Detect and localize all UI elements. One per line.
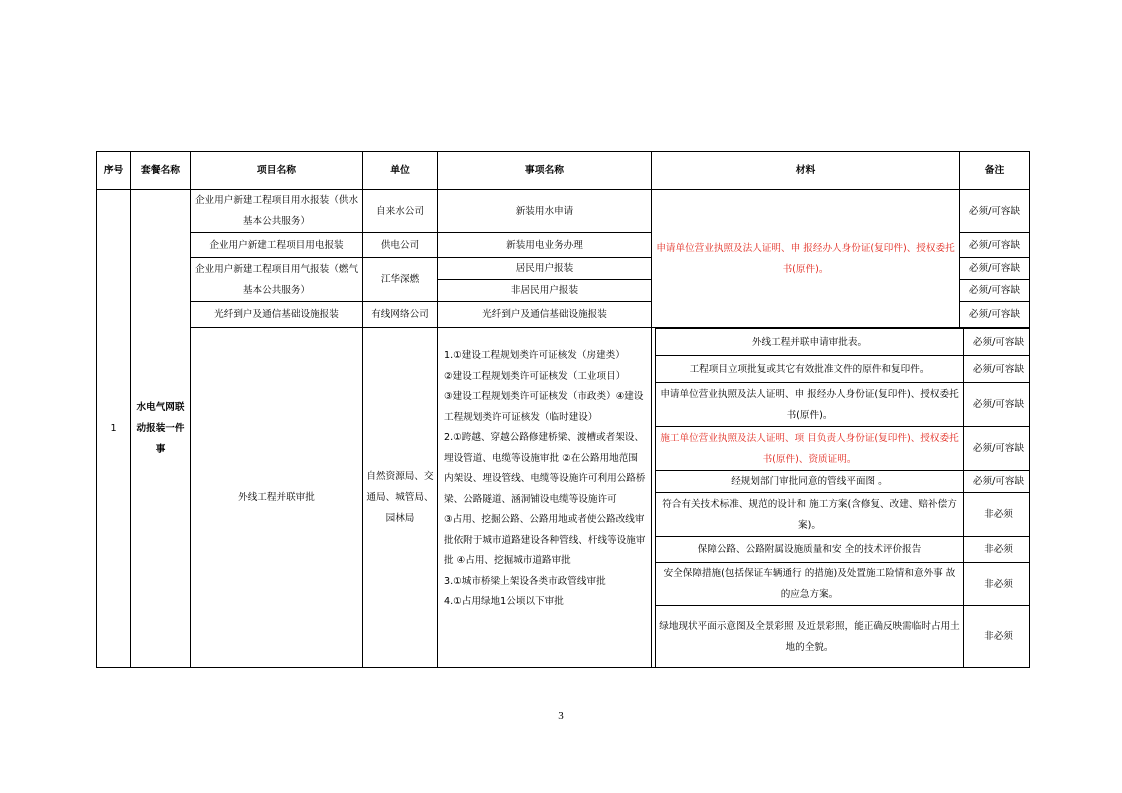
header-note: 备注 [960,152,1030,190]
material-text: 外线工程并联申请审批表。 [656,329,964,356]
event-line: 1.①建设工程规划类许可证核发（房建类） [444,350,625,361]
material-note: 必须/可容缺 [964,471,1030,493]
unit-cell: 供电公司 [363,233,438,258]
material-row [656,493,1030,537]
unit-cell: 江华深燃 [363,258,438,302]
material-note: 非必须 [964,537,1030,563]
material-text: 安全保障措施(包括保证车辆通行 的措施)及处置施工险情和意外事 故的应急方案。 [656,563,964,606]
event-line: 4.①占用绿地1公顷以下审批 [444,596,564,607]
material-row [656,427,1030,471]
item-cell: 光纤到户及通信基础设施报装 [438,302,652,328]
note-cell: 必须/可容缺 [960,258,1030,280]
outdoor-unit-cell: 自然资源局、交通局、城管局、园林局 [363,328,438,668]
outdoor-events-cell [438,328,652,668]
item-cell: 非居民用户报装 [438,280,652,302]
item-cell: 新装用水申请 [438,190,652,233]
unit-cell: 有线网络公司 [363,302,438,328]
project-cell: 企业用户新建工程项目用气报装（燃气基本公共服务） [191,258,363,302]
item-cell: 居民用户报装 [438,258,652,280]
unit-cell: 自来水公司 [363,190,438,233]
header-project: 项目名称 [191,152,363,190]
project-cell: 光纤到户及通信基础设施报装 [191,302,363,328]
material-text: 符合有关技术标准、规范的设计和 施工方案(含修复、改建、赔补偿方案)。 [656,493,964,537]
outdoor-project-cell: 外线工程并联审批 [191,328,363,668]
note-cell: 必须/可容缺 [960,302,1030,328]
material-note: 必须/可容缺 [964,329,1030,356]
material-note: 非必须 [964,563,1030,606]
material-note: 非必须 [964,606,1030,667]
seq-cell: 1 [97,190,131,668]
package-cell: 水电气网联动报装一件事 [131,190,191,668]
header-seq: 序号 [97,152,131,190]
event-line: ③占用、挖掘公路、公路用地或者使公路改线审批依附于城市道路建设各种管线、杆线等设施审批 ④占用、挖掘城市道路审批 [444,514,646,566]
project-cell: 企业用户新建工程项目用水报装（供水基本公共服务） [191,190,363,233]
outdoor-materials-table [655,328,1030,667]
header-item: 事项名称 [438,152,652,190]
material-row [656,537,1030,563]
outdoor-materials-cell [652,328,1030,668]
event-line: 3.①城市桥梁上架设各类市政管线审批 [444,575,606,587]
material-text: 施工单位营业执照及法人证明、项 目负责人身份证(复印件)、授权委托书(原件)、资质证明。 [656,427,964,471]
material-text: 经规划部门审批同意的管线平面图 。 [656,471,964,493]
service-table [96,151,1030,668]
material-row [656,383,1030,427]
material-text: 绿地现状平面示意图及全景彩照 及近景彩照，能正确反映需临时占用土地的全貌。 [656,606,964,667]
table-row [97,190,1030,233]
item-cell: 新装用电业务办理 [438,233,652,258]
header-package: 套餐名称 [131,152,191,190]
material-note: 必须/可容缺 [964,356,1030,383]
header-row [97,152,1030,190]
note-cell: 必须/可容缺 [960,190,1030,233]
page-number: 3 [558,710,564,722]
material-note: 非必须 [964,493,1030,537]
note-cell: 必须/可容缺 [960,233,1030,258]
shared-material-cell: 申请单位营业执照及法人证明、申 报经办人身份证(复印件)、授权委托书(原件)。 [652,190,960,328]
material-text: 保障公路、公路附属设施质量和安 全的技术评价报告 [656,537,964,563]
header-material: 材料 [652,152,960,190]
project-cell: 企业用户新建工程项目用电报装 [191,233,363,258]
event-line: 2.①跨越、穿越公路修建桥梁、渡槽或者架设、埋设管道、电缆等设施审批 ②在公路用地范围内架设、埋设管线、电缆等设施许可利用公路桥梁、公路隧道、涵洞铺设电缆等设施许可 [444,432,646,505]
event-line: ②建设工程规划类许可证核发（工业项目） [444,370,626,382]
material-row [656,471,1030,493]
material-row [656,563,1030,606]
material-note: 必须/可容缺 [964,427,1030,471]
material-row [656,606,1030,667]
material-note: 必须/可容缺 [964,383,1030,427]
note-cell: 必须/可容缺 [960,280,1030,302]
table-row-outdoor [97,328,1030,668]
material-text: 工程项目立项批复或其它有效批准文件的原件和复印件。 [656,356,964,383]
material-row [656,356,1030,383]
material-row [656,329,1030,356]
header-unit: 单位 [363,152,438,190]
event-line: ③建设工程规划类许可证核发（市政类）④建设工程规划类许可证核发（临时建设） [444,391,644,423]
material-text: 申请单位营业执照及法人证明、申 报经办人身份证(复印件)、授权委托书(原件)。 [656,383,964,427]
